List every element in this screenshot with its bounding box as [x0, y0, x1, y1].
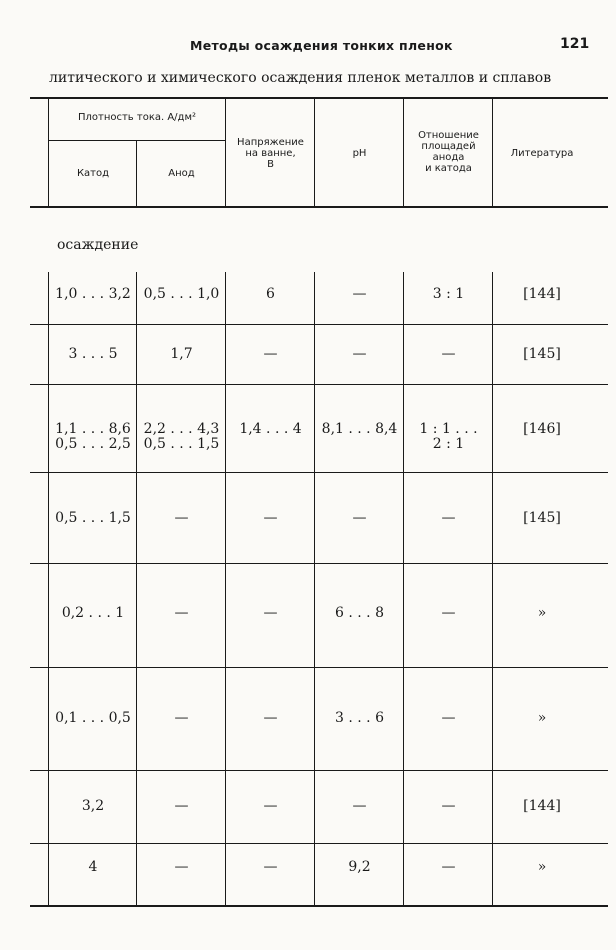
- body-col-divider: [314, 272, 315, 905]
- cell-ratio: —: [441, 710, 456, 726]
- cell-ratio: 1 : 1 . . . 2 : 1: [419, 421, 478, 452]
- cell-literature: [144]: [523, 286, 561, 302]
- body-col-divider: [136, 272, 137, 905]
- cell-ph: —: [352, 510, 367, 526]
- cell-ratio: —: [441, 798, 456, 814]
- header-top-rule: [30, 97, 608, 99]
- header-col-divider: [403, 98, 404, 206]
- cell-ratio: —: [441, 346, 456, 362]
- cell-ph: 6 . . . 8: [335, 605, 384, 621]
- header-bottom-rule: [30, 206, 608, 208]
- cell-literature: [146]: [523, 421, 561, 437]
- cell-anode: 0,5 . . . 1,0: [143, 286, 220, 302]
- cell-ratio: —: [441, 510, 456, 526]
- header-col-divider: [314, 98, 315, 206]
- row-rule: [30, 667, 608, 668]
- header-col-divider: [225, 98, 226, 206]
- body-col-divider: [403, 272, 404, 905]
- table-bottom-rule: [30, 905, 608, 907]
- cell-anode: 1,7: [170, 346, 193, 362]
- row-rule: [30, 384, 608, 385]
- cell-ph: 3 . . . 6: [335, 710, 384, 726]
- cell-literature: »: [537, 605, 547, 621]
- header-col-divider: [48, 98, 49, 206]
- header-col-divider: [492, 98, 493, 206]
- cell-anode: —: [174, 798, 189, 814]
- cell-voltage: 1,4 . . . 4: [239, 421, 302, 437]
- row-rule: [30, 472, 608, 473]
- cell-voltage: —: [263, 510, 278, 526]
- cell-literature: »: [537, 710, 547, 726]
- cell-voltage: 6: [266, 286, 275, 302]
- table-caption: литического и химического осаждения пленок металлов и сплавов: [49, 70, 552, 86]
- header-literature: Литература: [510, 148, 574, 159]
- section-label: осаждение: [57, 237, 139, 253]
- cell-anode: —: [174, 710, 189, 726]
- cell-literature: »: [537, 859, 547, 875]
- page-number: 121: [560, 36, 590, 52]
- cell-ratio: 3 : 1: [432, 286, 465, 302]
- cell-anode: 2,2 . . . 4,3 0,5 . . . 1,5: [143, 421, 220, 452]
- cell-cathode: 1,0 . . . 3,2: [55, 286, 131, 302]
- body-col-divider: [225, 272, 226, 905]
- cell-anode: —: [174, 859, 189, 875]
- header-current-density: Плотность тока. А/дм²: [77, 112, 197, 123]
- cell-ph: 8,1 . . . 8,4: [321, 421, 398, 437]
- row-rule: [30, 563, 608, 564]
- cell-cathode: 3 . . . 5: [68, 346, 118, 362]
- cell-literature: [145]: [523, 510, 561, 526]
- header-anode: Анод: [168, 168, 195, 179]
- row-rule: [30, 843, 608, 844]
- cell-ratio: —: [441, 605, 456, 621]
- cell-ph: —: [352, 346, 367, 362]
- row-rule: [30, 324, 608, 325]
- row-rule: [30, 770, 608, 771]
- body-col-divider: [48, 272, 49, 905]
- cell-cathode: 0,5 . . . 1,5: [55, 510, 131, 526]
- cell-voltage: —: [263, 346, 278, 362]
- header-ph: pH: [352, 148, 367, 159]
- header-voltage: Напряжение на ванне, В: [237, 137, 304, 170]
- cell-cathode: 3,2: [81, 798, 105, 814]
- cell-literature: [144]: [523, 798, 561, 814]
- running-head: Методы осаждения тонких пленок: [190, 38, 453, 53]
- header-cathode: Катод: [76, 168, 110, 179]
- cell-anode: —: [174, 605, 189, 621]
- cell-ratio: —: [441, 859, 456, 875]
- cell-cathode: 4: [88, 859, 98, 875]
- cell-cathode: 1,1 . . . 8,6 0,5 . . . 2,5: [55, 421, 131, 452]
- cell-cathode: 0,1 . . . 0,5: [55, 710, 131, 726]
- cell-cathode: 0,2 . . . 1: [61, 605, 125, 621]
- body-col-divider: [492, 272, 493, 905]
- cell-voltage: —: [263, 710, 278, 726]
- header-col-divider: [136, 141, 137, 206]
- cell-voltage: —: [263, 859, 278, 875]
- cell-literature: [145]: [523, 346, 561, 362]
- cell-voltage: —: [263, 605, 278, 621]
- header-area-ratio: Отношение площадей анода и катода: [418, 130, 479, 174]
- cell-voltage: —: [263, 798, 278, 814]
- cell-anode: —: [174, 510, 189, 526]
- cell-ph: —: [352, 286, 367, 302]
- cell-ph: 9,2: [348, 859, 371, 875]
- cell-ph: —: [352, 798, 367, 814]
